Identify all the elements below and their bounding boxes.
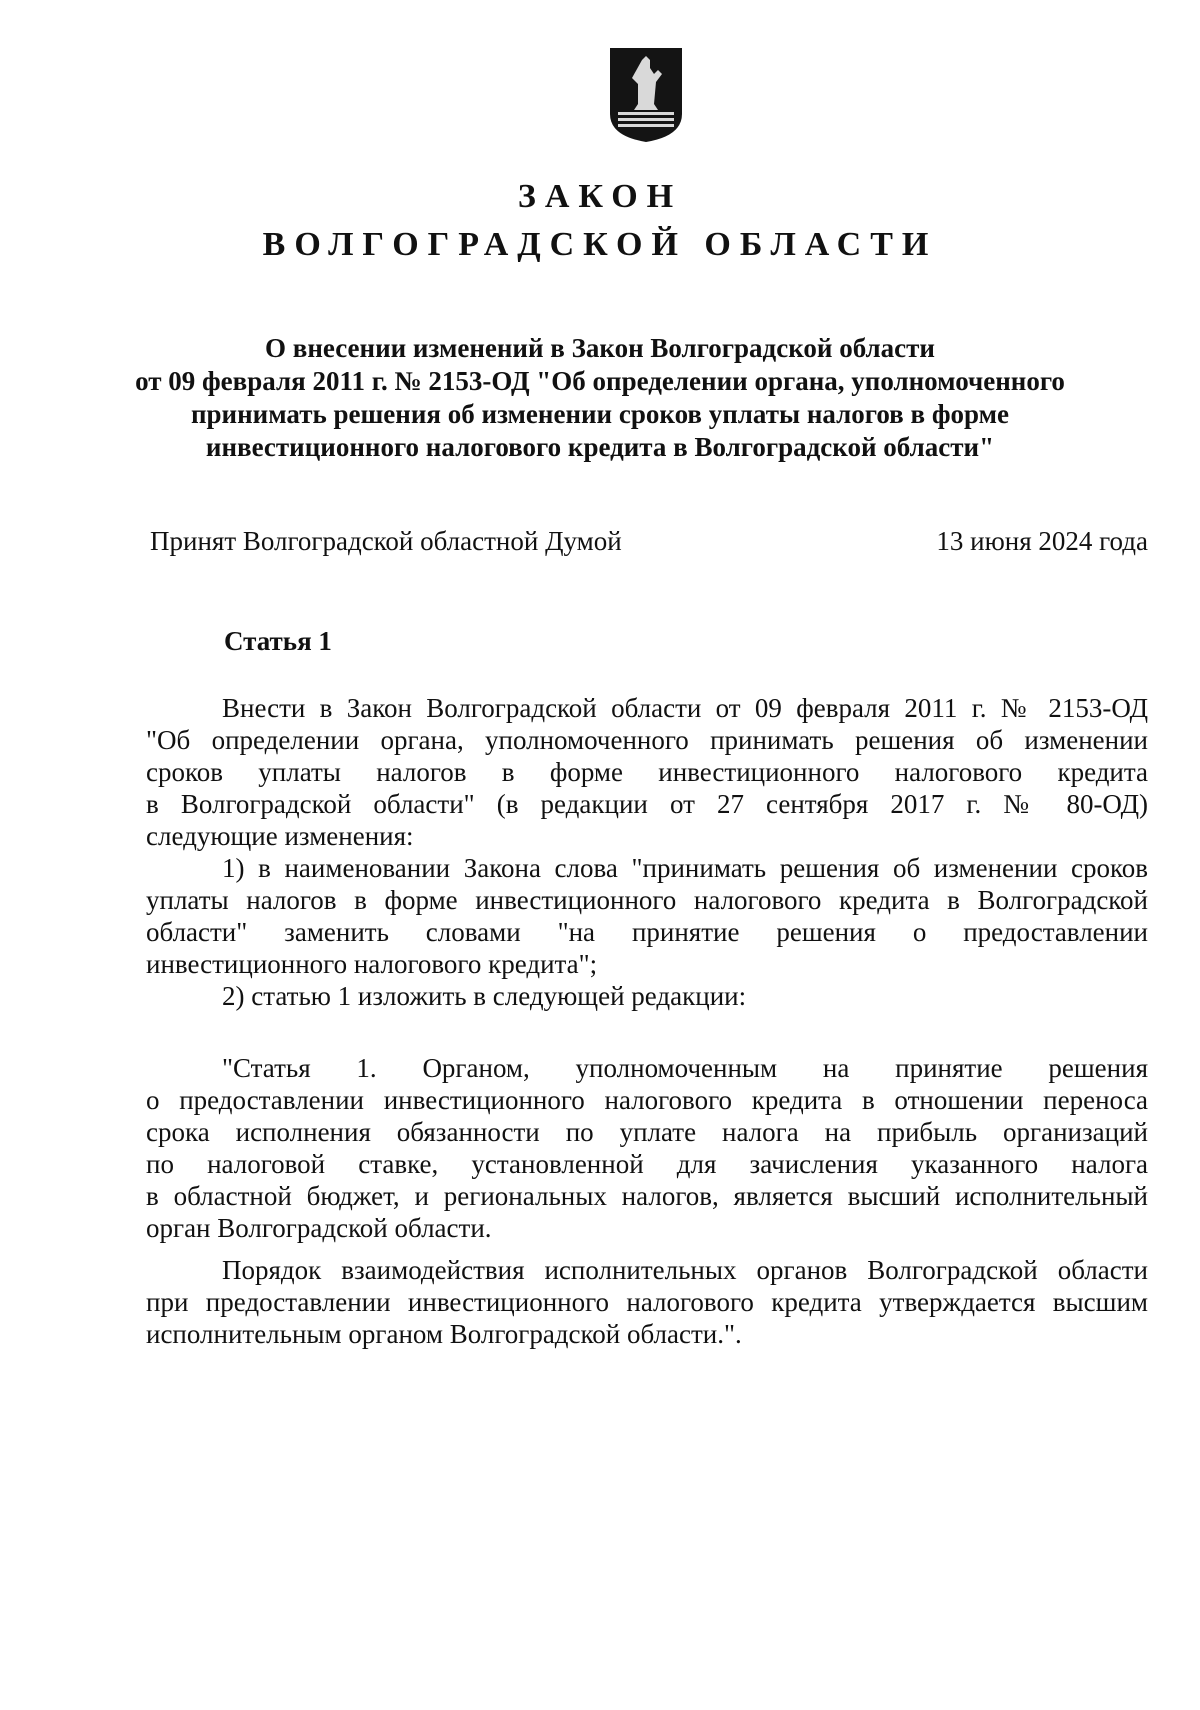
- law-subject: [120, 332, 1080, 464]
- paragraph-line: уплаты налогов в форме инвестиционного налогового кредита в Волгоградской: [146, 885, 1148, 915]
- paragraph-line: при предоставлении инвестиционного налогового кредита утверждается высшим: [146, 1287, 1148, 1317]
- paragraph-line: области" заменить словами "на принятие решения о предоставлении: [146, 917, 1148, 947]
- paragraph-line: сроков уплаты налогов в форме инвестиционного налогового кредита: [146, 757, 1148, 787]
- article-body-part3: [146, 1254, 1148, 1350]
- paragraph-line: орган Волгоградской области.: [146, 1213, 492, 1243]
- coat-of-arms-emblem: [606, 44, 686, 144]
- paragraph-line: Внести в Закон Волгоградской области от 09 февраля 2011 г. № 2153-ОД: [222, 693, 1148, 723]
- article-body-part1: [146, 692, 1148, 1012]
- paragraph-line: о предоставлении инвестиционного налогового кредита в отношении переноса: [146, 1085, 1148, 1115]
- law-region-title: ВОЛГОГРАДСКОЙ ОБЛАСТИ: [262, 226, 938, 263]
- paragraph-line: по налоговой ставке, установленной для зачисления указанного налога: [146, 1149, 1148, 1179]
- paragraph-line: "Об определении органа, уполномоченного принимать решения об изменении: [146, 725, 1148, 755]
- subject-line: О внесении изменений в Закон Волгоградской области: [265, 333, 935, 363]
- law-title: ЗАКОН: [517, 178, 683, 215]
- article-body-part2: [146, 1052, 1148, 1244]
- paragraph-line: срока исполнения обязанности по уплате налога на прибыль организаций: [146, 1117, 1148, 1147]
- paragraph-line: исполнительным органом Волгоградской области.".: [146, 1319, 742, 1349]
- paragraph-line: 2) статью 1 изложить в следующей редакции:: [222, 981, 747, 1011]
- adoption-date: 13 июня 2024 года: [936, 526, 1148, 556]
- subject-line: принимать решения об изменении сроков уплаты налогов в форме: [190, 399, 1010, 429]
- paragraph-line: в областной бюджет, и региональных налогов, является высший исполнительный: [146, 1181, 1148, 1211]
- paragraph-line: 1) в наименовании Закона слова "принимать решения об изменении сроков: [222, 853, 1148, 883]
- paragraph-line: Порядок взаимодействия исполнительных органов Волгоградской области: [222, 1255, 1148, 1285]
- article-title: Статья 1: [224, 626, 332, 656]
- adopted-by: Принят Волгоградской областной Думой: [150, 526, 622, 556]
- paragraph-line: следующие изменения:: [146, 821, 414, 851]
- subject-line: инвестиционного налогового кредита в Волгоградской области": [205, 432, 995, 462]
- paragraph-line: инвестиционного налогового кредита";: [146, 949, 598, 979]
- paragraph-line: в Волгоградской области" (в редакции от 27 сентября 2017 г. № 80-ОД): [146, 789, 1148, 819]
- paragraph-line: "Статья 1. Органом, уполномоченным на принятие решения: [222, 1053, 1148, 1083]
- subject-line: от 09 февраля 2011 г. № 2153-ОД "Об определении органа, уполномоченного: [135, 366, 1065, 396]
